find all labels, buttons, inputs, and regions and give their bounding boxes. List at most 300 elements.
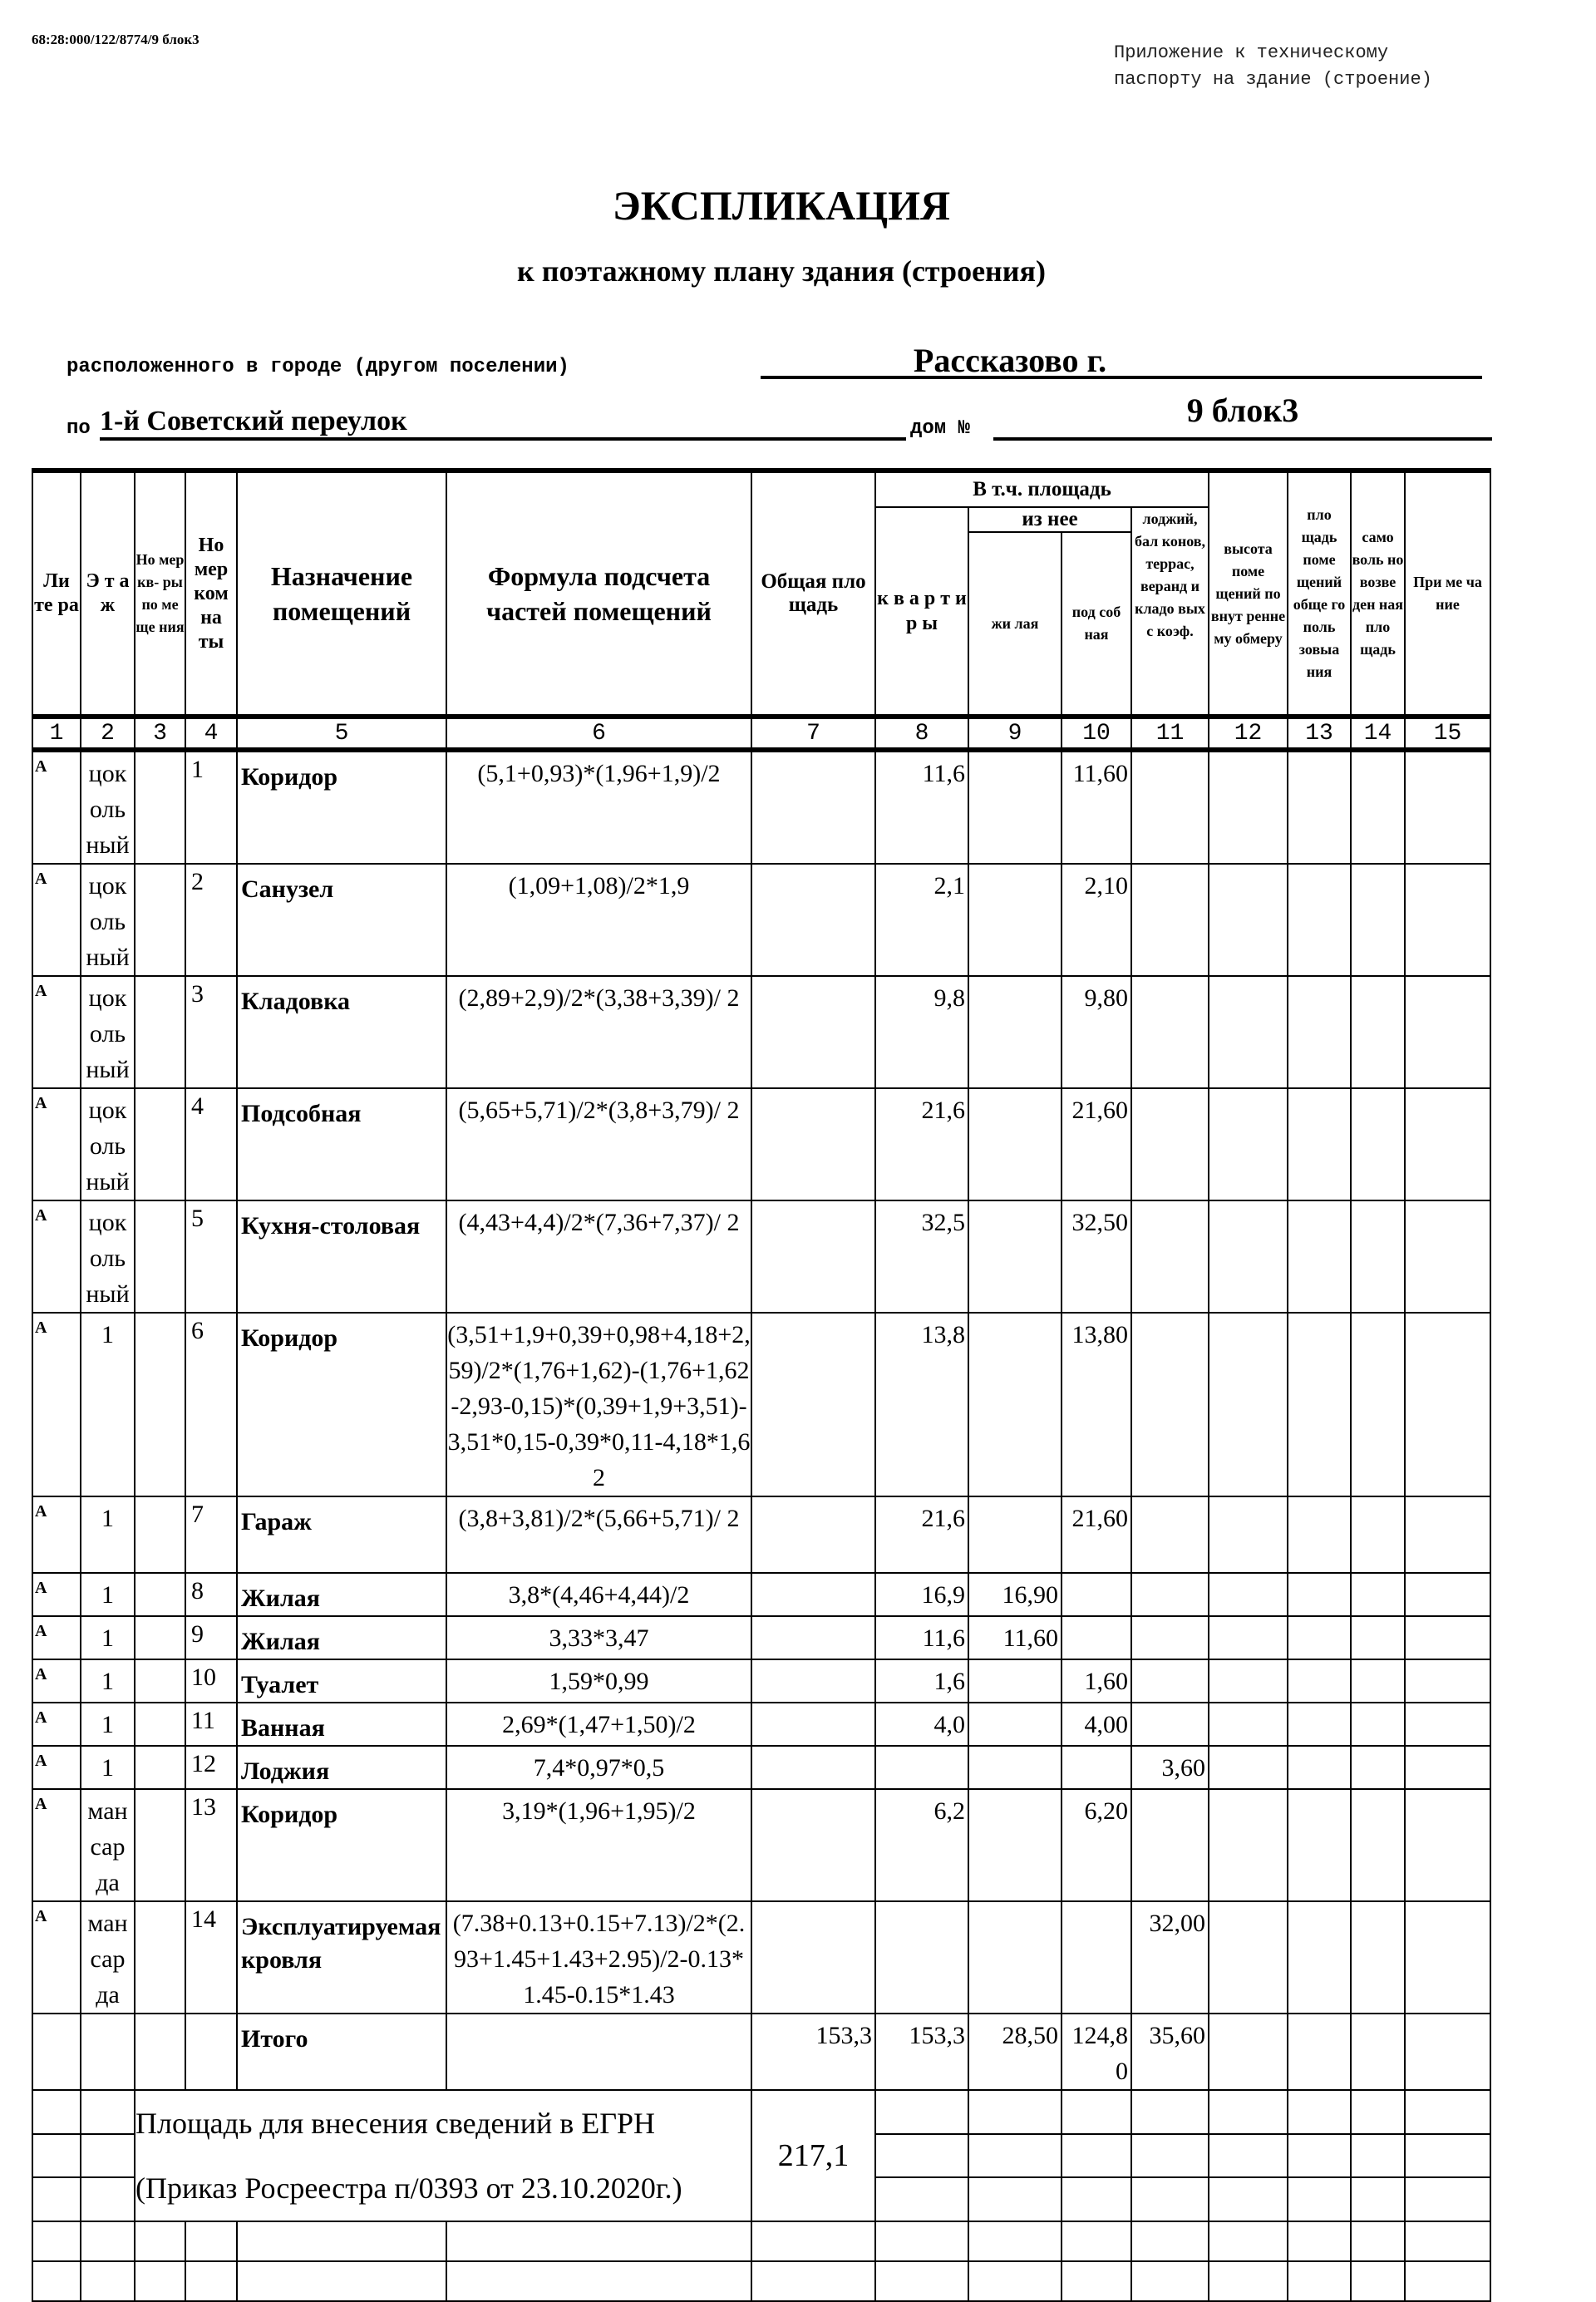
unauthorized-area-cell xyxy=(1351,1659,1405,1703)
litera-cell: А xyxy=(32,1616,81,1659)
empty-cell xyxy=(81,2134,135,2176)
header-loggias: лоджий, бал конов, террас, веранд и кладо вых с коэф. xyxy=(1131,507,1209,717)
height-cell xyxy=(1209,1901,1288,2014)
table-row xyxy=(32,1789,1490,1901)
litera-cell: А xyxy=(32,1746,81,1789)
total-area-cell xyxy=(751,1088,875,1200)
living-area-cell xyxy=(968,864,1062,976)
loggia-area-cell xyxy=(1131,1088,1209,1200)
table-row xyxy=(32,1659,1490,1703)
note-cell xyxy=(1405,750,1490,864)
floor-cell: цок оль ный xyxy=(81,750,135,864)
living-area-cell xyxy=(968,1789,1062,1901)
loggia-area-cell xyxy=(1131,750,1209,864)
litera-cell: А xyxy=(32,1901,81,2014)
empty-cell xyxy=(1288,2014,1351,2090)
column-number: 8 xyxy=(875,717,968,750)
total-area-cell xyxy=(751,1703,875,1746)
purpose-cell: Жилая xyxy=(237,1616,446,1659)
empty-cell xyxy=(81,2221,135,2261)
header-room-number: Но мер ком на ты xyxy=(185,471,237,717)
table-row xyxy=(32,1496,1490,1573)
note-cell xyxy=(1405,1200,1490,1313)
apt-number-cell xyxy=(135,1789,185,1901)
empty-cell xyxy=(1062,2177,1131,2221)
empty-cell xyxy=(751,2221,875,2261)
apt-number-cell xyxy=(135,1496,185,1573)
living-area-cell xyxy=(968,1496,1062,1573)
empty-cell xyxy=(1351,2134,1405,2176)
note-cell xyxy=(1405,1616,1490,1659)
empty-cell xyxy=(1288,2261,1351,2301)
floor-cell: цок оль ный xyxy=(81,1088,135,1200)
apartments-area-cell: 1,6 xyxy=(875,1659,968,1703)
apt-number-cell xyxy=(135,1313,185,1496)
living-area-cell xyxy=(968,1200,1062,1313)
litera-cell: А xyxy=(32,864,81,976)
auxiliary-area-cell xyxy=(1062,1901,1131,2014)
height-cell xyxy=(1209,1496,1288,1573)
room-number-cell: 6 xyxy=(185,1313,237,1496)
table-row xyxy=(32,1746,1490,1789)
unauthorized-area-cell xyxy=(1351,1573,1405,1616)
note-cell xyxy=(1405,1789,1490,1901)
common-area-cell xyxy=(1288,1746,1351,1789)
table-row xyxy=(32,1573,1490,1616)
total-auxiliary-value: 124,80 xyxy=(1062,2014,1131,2090)
litera-cell: А xyxy=(32,1659,81,1703)
empty-cell xyxy=(1405,2261,1490,2301)
empty-cell xyxy=(1405,2014,1490,2090)
apt-number-cell xyxy=(135,1901,185,2014)
auxiliary-area-cell xyxy=(1062,1616,1131,1659)
blank-row xyxy=(32,2261,1490,2301)
apartments-area-cell: 4,0 xyxy=(875,1703,968,1746)
auxiliary-area-cell: 9,80 xyxy=(1062,976,1131,1088)
floor-cell: цок оль ный xyxy=(81,864,135,976)
empty-cell xyxy=(446,2221,751,2261)
formula-cell: (5,65+5,71)/2*(3,8+3,79)/ 2 xyxy=(446,1088,751,1200)
empty-cell xyxy=(1288,2221,1351,2261)
unauthorized-area-cell xyxy=(1351,1789,1405,1901)
unauthorized-area-cell xyxy=(1351,1616,1405,1659)
empty-cell xyxy=(968,2177,1062,2221)
street-label: по xyxy=(66,417,91,440)
common-area-cell xyxy=(1288,1789,1351,1901)
empty-cell xyxy=(1288,2134,1351,2176)
common-area-cell xyxy=(1288,1659,1351,1703)
room-number-cell: 12 xyxy=(185,1746,237,1789)
empty-cell xyxy=(1131,2221,1209,2261)
unauthorized-area-cell xyxy=(1351,1313,1405,1496)
header-note: При ме ча ние xyxy=(1405,471,1490,717)
total-label: Итого xyxy=(237,2014,446,2090)
column-number: 11 xyxy=(1131,717,1209,750)
formula-cell: 1,59*0,99 xyxy=(446,1659,751,1703)
empty-cell xyxy=(1209,2014,1288,2090)
column-number-row xyxy=(32,717,1490,750)
unauthorized-area-cell xyxy=(1351,1901,1405,2014)
empty-cell xyxy=(1209,2261,1288,2301)
empty-cell xyxy=(1209,2221,1288,2261)
empty-cell xyxy=(32,2090,81,2134)
header-unauthorized: само воль но возве ден ная пло щадь xyxy=(1351,471,1405,717)
formula-cell: (5,1+0,93)*(1,96+1,9)/2 xyxy=(446,750,751,864)
floor-cell: 1 xyxy=(81,1496,135,1573)
note-cell xyxy=(1405,1659,1490,1703)
formula-cell: 7,4*0,97*0,5 xyxy=(446,1746,751,1789)
apartments-area-cell: 11,6 xyxy=(875,750,968,864)
floor-cell: 1 xyxy=(81,1703,135,1746)
column-number: 4 xyxy=(185,717,237,750)
apartments-area-cell: 13,8 xyxy=(875,1313,968,1496)
empty-cell xyxy=(81,2177,135,2221)
total-row xyxy=(32,2014,1490,2090)
loggia-area-cell xyxy=(1131,1703,1209,1746)
unauthorized-area-cell xyxy=(1351,976,1405,1088)
appendix-line-2: паспорту на здание (строение) xyxy=(1114,69,1432,90)
apartments-area-cell: 2,1 xyxy=(875,864,968,976)
empty-cell xyxy=(1209,2177,1288,2221)
auxiliary-area-cell: 11,60 xyxy=(1062,750,1131,864)
loggia-area-cell xyxy=(1131,1200,1209,1313)
floor-cell: цок оль ный xyxy=(81,1200,135,1313)
room-number-cell: 5 xyxy=(185,1200,237,1313)
street-value: 1-й Советский переулок xyxy=(100,406,407,436)
table-row xyxy=(32,1703,1490,1746)
unauthorized-area-cell xyxy=(1351,864,1405,976)
apartments-area-cell: 16,9 xyxy=(875,1573,968,1616)
egrn-note xyxy=(135,2090,751,2221)
empty-cell xyxy=(968,2090,1062,2134)
apartments-area-cell: 32,5 xyxy=(875,1200,968,1313)
empty-cell xyxy=(1288,2090,1351,2134)
litera-cell: А xyxy=(32,1496,81,1573)
room-number-cell: 4 xyxy=(185,1088,237,1200)
empty-cell xyxy=(875,2177,968,2221)
height-cell xyxy=(1209,1200,1288,1313)
empty-cell xyxy=(875,2090,968,2134)
header-total-area: Общая пло щадь xyxy=(751,471,875,717)
empty-cell xyxy=(135,2221,185,2261)
total-area-cell xyxy=(751,1313,875,1496)
room-number-cell: 7 xyxy=(185,1496,237,1573)
empty-cell xyxy=(81,2090,135,2134)
empty-cell xyxy=(875,2134,968,2176)
living-area-cell xyxy=(968,1746,1062,1789)
column-number: 3 xyxy=(135,717,185,750)
egrn-area-value: 217,1 xyxy=(751,2090,875,2221)
note-cell xyxy=(1405,1313,1490,1496)
litera-cell: А xyxy=(32,1088,81,1200)
litera-cell: А xyxy=(32,1703,81,1746)
empty-cell xyxy=(1351,2090,1405,2134)
loggia-area-cell xyxy=(1131,1573,1209,1616)
common-area-cell xyxy=(1288,750,1351,864)
empty-cell xyxy=(81,2014,135,2090)
common-area-cell xyxy=(1288,1901,1351,2014)
total-loggias-value: 35,60 xyxy=(1131,2014,1209,2090)
litera-cell: А xyxy=(32,750,81,864)
header-of-which: из нее xyxy=(968,507,1131,532)
cadastral-id: 68:28:000/122/8774/9 блок3 xyxy=(32,32,200,47)
living-area-cell xyxy=(968,1313,1062,1496)
egrn-note-line-1: Площадь для внесения сведений в ЕГРН xyxy=(135,2107,656,2140)
column-number: 14 xyxy=(1351,717,1405,750)
room-number-cell: 14 xyxy=(185,1901,237,2014)
living-area-cell: 16,90 xyxy=(968,1573,1062,1616)
total-area-cell xyxy=(751,1659,875,1703)
floor-cell: 1 xyxy=(81,1746,135,1789)
loggia-area-cell: 3,60 xyxy=(1131,1746,1209,1789)
empty-cell xyxy=(446,2261,751,2301)
empty-cell xyxy=(1062,2134,1131,2176)
loggia-area-cell xyxy=(1131,864,1209,976)
apartments-area-cell: 21,6 xyxy=(875,1496,968,1573)
apt-number-cell xyxy=(135,1088,185,1200)
column-number: 5 xyxy=(237,717,446,750)
empty-cell xyxy=(32,2134,81,2176)
floor-cell: 1 xyxy=(81,1616,135,1659)
total-living-value: 28,50 xyxy=(968,2014,1062,2090)
formula-cell: (3,8+3,81)/2*(5,66+5,71)/ 2 xyxy=(446,1496,751,1573)
empty-cell xyxy=(185,2221,237,2261)
apartments-area-cell xyxy=(875,1746,968,1789)
living-area-cell xyxy=(968,1659,1062,1703)
note-cell xyxy=(1405,976,1490,1088)
apt-number-cell xyxy=(135,864,185,976)
auxiliary-area-cell: 21,60 xyxy=(1062,1496,1131,1573)
empty-cell xyxy=(1209,2134,1288,2176)
loggia-area-cell xyxy=(1131,1616,1209,1659)
appendix-line-1: Приложение к техническому xyxy=(1114,42,1389,63)
apartments-area-cell xyxy=(875,1901,968,2014)
house-label: дом № xyxy=(910,417,971,440)
empty-cell xyxy=(1131,2261,1209,2301)
explication-table xyxy=(32,468,1491,2302)
apt-number-cell xyxy=(135,1616,185,1659)
formula-cell: (3,51+1,9+0,39+0,98+4,18+2,59)/2*(1,76+1,62)-(1,76+1,62-2,93-0,15)*(0,39+1,9+3,51)-3,51*0,15-0,39*0,11-4,18*1,62 xyxy=(446,1313,751,1496)
apt-number-cell xyxy=(135,1659,185,1703)
auxiliary-area-cell: 6,20 xyxy=(1062,1789,1131,1901)
header-apartments: к в а р т и р ы xyxy=(875,507,968,717)
auxiliary-area-cell xyxy=(1062,1573,1131,1616)
room-number-cell: 11 xyxy=(185,1703,237,1746)
formula-cell: (1,09+1,08)/2*1,9 xyxy=(446,864,751,976)
unauthorized-area-cell xyxy=(1351,750,1405,864)
height-cell xyxy=(1209,1746,1288,1789)
total-area-cell xyxy=(751,1746,875,1789)
formula-cell: 3,8*(4,46+4,44)/2 xyxy=(446,1573,751,1616)
purpose-cell: Гараж xyxy=(237,1496,446,1573)
column-number: 15 xyxy=(1405,717,1490,750)
apartments-area-cell: 21,6 xyxy=(875,1088,968,1200)
empty-cell xyxy=(185,2261,237,2301)
header-litera: Ли те ра xyxy=(32,471,81,717)
unauthorized-area-cell xyxy=(1351,1703,1405,1746)
total-area-cell xyxy=(751,1573,875,1616)
location-field xyxy=(761,341,1482,379)
header-row-1 xyxy=(32,471,1490,507)
height-cell xyxy=(1209,1659,1288,1703)
note-cell xyxy=(1405,864,1490,976)
column-number: 6 xyxy=(446,717,751,750)
purpose-cell: Подсобная xyxy=(237,1088,446,1200)
room-number-cell: 3 xyxy=(185,976,237,1088)
empty-cell xyxy=(1405,2221,1490,2261)
apt-number-cell xyxy=(135,1200,185,1313)
total-area-cell xyxy=(751,1789,875,1901)
total-total-value: 153,3 xyxy=(751,2014,875,2090)
header-apt-number: Но мер кв- ры по ме ще ния xyxy=(135,471,185,717)
empty-cell xyxy=(1209,2090,1288,2134)
floor-cell: 1 xyxy=(81,1573,135,1616)
litera-cell: А xyxy=(32,1313,81,1496)
floor-cell: цок оль ный xyxy=(81,976,135,1088)
purpose-cell: Жилая xyxy=(237,1573,446,1616)
empty-cell xyxy=(1405,2177,1490,2221)
apt-number-cell xyxy=(135,1746,185,1789)
empty-cell xyxy=(1062,2221,1131,2261)
total-area-cell xyxy=(751,864,875,976)
common-area-cell xyxy=(1288,1088,1351,1200)
header-common-area: пло щадь поме щений обще го поль зовыа ния xyxy=(1288,471,1351,717)
auxiliary-area-cell: 21,60 xyxy=(1062,1088,1131,1200)
empty-cell xyxy=(1062,2261,1131,2301)
loggia-area-cell xyxy=(1131,976,1209,1088)
loggia-area-cell xyxy=(1131,1496,1209,1573)
apt-number-cell xyxy=(135,1573,185,1616)
note-cell xyxy=(1405,1496,1490,1573)
purpose-cell: Эксплуатируемая кровля xyxy=(237,1901,446,2014)
unauthorized-area-cell xyxy=(1351,1746,1405,1789)
purpose-cell: Кухня-столовая xyxy=(237,1200,446,1313)
purpose-cell: Коридор xyxy=(237,750,446,864)
header-auxiliary: под соб ная xyxy=(1062,532,1131,717)
header-formula: Формула подсчета частей помещений xyxy=(446,471,751,717)
purpose-cell: Лоджия xyxy=(237,1746,446,1789)
empty-cell xyxy=(1131,2090,1209,2134)
column-number: 9 xyxy=(968,717,1062,750)
room-number-cell: 9 xyxy=(185,1616,237,1659)
litera-cell: А xyxy=(32,1573,81,1616)
loggia-area-cell xyxy=(1131,1789,1209,1901)
header-floor: Э т а ж xyxy=(81,471,135,717)
auxiliary-area-cell xyxy=(1062,1746,1131,1789)
table-row xyxy=(32,1616,1490,1659)
note-cell xyxy=(1405,1703,1490,1746)
total-area-cell xyxy=(751,1901,875,2014)
apt-number-cell xyxy=(135,750,185,864)
apartments-area-cell: 9,8 xyxy=(875,976,968,1088)
street-field xyxy=(100,406,906,441)
auxiliary-area-cell: 2,10 xyxy=(1062,864,1131,976)
living-area-cell xyxy=(968,976,1062,1088)
empty-cell xyxy=(1131,2177,1209,2221)
formula-cell: 3,33*3,47 xyxy=(446,1616,751,1659)
living-area-cell xyxy=(968,750,1062,864)
note-cell xyxy=(1405,1901,1490,2014)
formula-cell: 3,19*(1,96+1,95)/2 xyxy=(446,1789,751,1901)
house-value: 9 блок3 xyxy=(1186,392,1299,429)
purpose-cell: Коридор xyxy=(237,1313,446,1496)
column-number: 7 xyxy=(751,717,875,750)
apt-number-cell xyxy=(135,1703,185,1746)
empty-cell xyxy=(135,2014,185,2090)
height-cell xyxy=(1209,1789,1288,1901)
empty-cell xyxy=(1351,2221,1405,2261)
table-row xyxy=(32,750,1490,864)
formula-cell: (2,89+2,9)/2*(3,38+3,39)/ 2 xyxy=(446,976,751,1088)
common-area-cell xyxy=(1288,1616,1351,1659)
apartments-area-cell: 6,2 xyxy=(875,1789,968,1901)
empty-cell xyxy=(237,2221,446,2261)
room-number-cell: 10 xyxy=(185,1659,237,1703)
apartments-area-cell: 11,6 xyxy=(875,1616,968,1659)
note-cell xyxy=(1405,1573,1490,1616)
empty-cell xyxy=(446,2014,751,2090)
header-purpose: Назначение помещений xyxy=(237,471,446,717)
empty-cell xyxy=(968,2221,1062,2261)
living-area-cell xyxy=(968,1088,1062,1200)
unauthorized-area-cell xyxy=(1351,1496,1405,1573)
height-cell xyxy=(1209,1616,1288,1659)
common-area-cell xyxy=(1288,1200,1351,1313)
unauthorized-area-cell xyxy=(1351,1088,1405,1200)
empty-cell xyxy=(1405,2090,1490,2134)
empty-cell xyxy=(1351,2014,1405,2090)
header-height: высота поме щений по внут ренне му обмеру xyxy=(1209,471,1288,717)
common-area-cell xyxy=(1288,1313,1351,1496)
house-field xyxy=(993,391,1492,441)
living-area-cell: 11,60 xyxy=(968,1616,1062,1659)
empty-cell xyxy=(751,2261,875,2301)
purpose-cell: Санузел xyxy=(237,864,446,976)
table-row xyxy=(32,864,1490,976)
purpose-cell: Коридор xyxy=(237,1789,446,1901)
empty-cell xyxy=(1062,2090,1131,2134)
living-area-cell xyxy=(968,1901,1062,2014)
height-cell xyxy=(1209,1088,1288,1200)
column-number: 2 xyxy=(81,717,135,750)
note-cell xyxy=(1405,1088,1490,1200)
floor-cell: ман сар да xyxy=(81,1901,135,2014)
total-area-cell xyxy=(751,1496,875,1573)
empty-cell xyxy=(1351,2261,1405,2301)
table-row xyxy=(32,1088,1490,1200)
height-cell xyxy=(1209,1573,1288,1616)
purpose-cell: Ванная xyxy=(237,1703,446,1746)
empty-cell xyxy=(135,2261,185,2301)
total-area-cell xyxy=(751,976,875,1088)
common-area-cell xyxy=(1288,1496,1351,1573)
column-number: 10 xyxy=(1062,717,1131,750)
table-row xyxy=(32,976,1490,1088)
common-area-cell xyxy=(1288,1703,1351,1746)
formula-cell: 2,69*(1,47+1,50)/2 xyxy=(446,1703,751,1746)
floor-cell: ман сар да xyxy=(81,1789,135,1901)
appendix-note xyxy=(1114,40,1432,93)
empty-cell xyxy=(237,2261,446,2301)
formula-cell: (4,43+4,4)/2*(7,36+7,37)/ 2 xyxy=(446,1200,751,1313)
height-cell xyxy=(1209,1313,1288,1496)
auxiliary-area-cell: 13,80 xyxy=(1062,1313,1131,1496)
empty-cell xyxy=(185,2014,237,2090)
empty-cell xyxy=(1288,2177,1351,2221)
purpose-cell: Туалет xyxy=(237,1659,446,1703)
table-row xyxy=(32,1901,1490,2014)
empty-cell xyxy=(875,2261,968,2301)
